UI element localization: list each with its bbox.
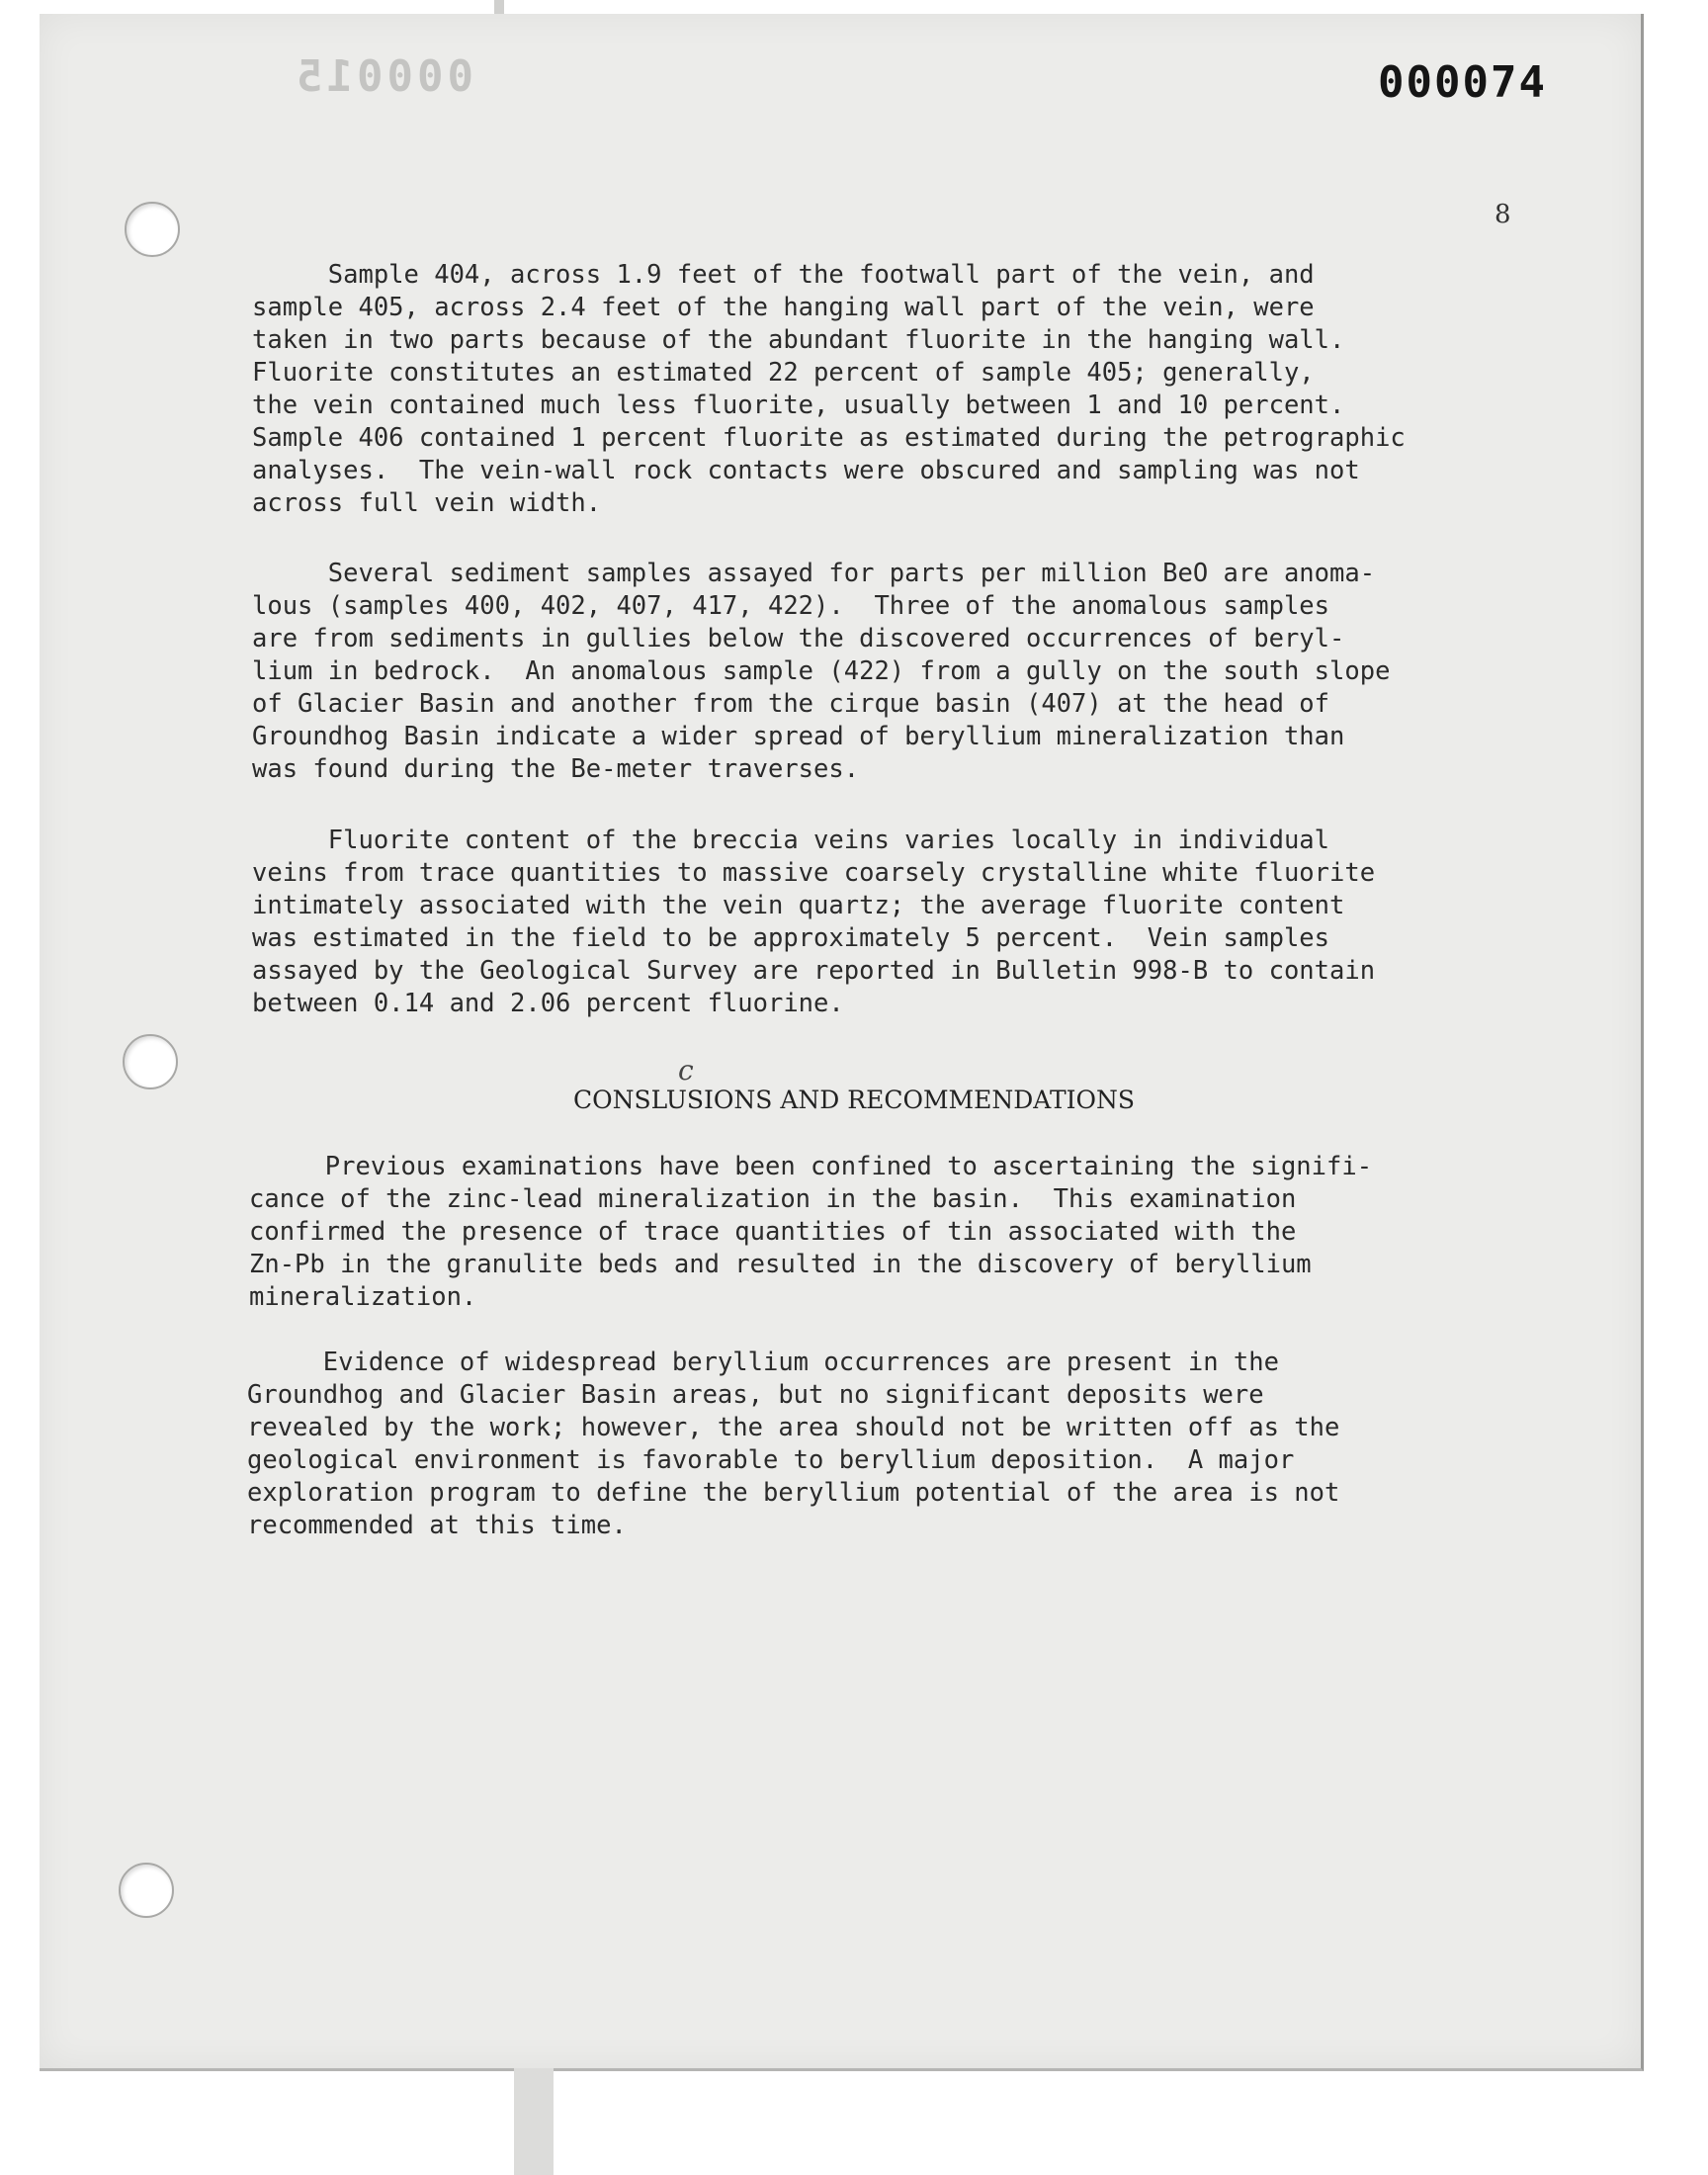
handwritten-correction-mark: c (678, 1054, 694, 1087)
scan-artifact-top (494, 0, 504, 14)
punch-hole-bottom (119, 1863, 174, 1918)
scan-artifact-bottom (514, 2068, 554, 2175)
section-heading-conclusions: CONSLUSIONS AND RECOMMENDATIONS (572, 1086, 1136, 1114)
paragraph-sediment-samples: Several sediment samples assayed for parts per million BeO are anoma- lous (samples 400, 402, 407, 417, 422). Three of the anomalous samples are from sediments in gullies below the discovered occurrences of beryl- lium in bedrock. An anomalous sample (422) from a gully on the south slope of Glacier Basin and another from the cirque basin (407) at the head of Groundhog Basin indicate a wider spread of beryllium mineralization than was found during the Be-meter traverses. (252, 559, 1391, 784)
punch-hole-top (125, 202, 180, 257)
paragraph-evidence-beryllium: Evidence of widespread beryllium occurrences are present in the Groundhog and Glacier Basin areas, but no significant deposits were revealed by the work; however, the area should not be written off as the geological environment is favorable to beryllium deposition. A major exploration program to define the beryllium potential of the area is not recommended at this time. (247, 1348, 1340, 1540)
punch-hole-middle (123, 1034, 178, 1089)
paragraph-fluorite-content: Fluorite content of the breccia veins varies locally in individual veins from trace quantities to massive coarsely crystalline white fluorite intimately associated with the vein quartz; the average fluorite content was estimated in the field to be approximately 5 percent. Vein samples assayed by the Geological Survey are reported in Bulletin 998-B to contain between 0.14 and 2.06 percent fluorine. (252, 826, 1376, 1018)
paragraph-samples-404-405: Sample 404, across 1.9 feet of the footwall part of the vein, and sample 405, across 2.4 feet of the hanging wall part of the vein, were taken in two parts because of the abundant fluorite in the hanging wall. Fluorite constitutes an estimated 22 percent of sample 405; generally, the vein contained much less fluorite, usually between 1 and 10 percent. Sample 406 contained 1 percent fluorite as estimated during the petrographic analyses. The vein-wall rock contacts were obscured and sampling was not across full vein width. (252, 260, 1406, 518)
page-number: 8 (1494, 200, 1511, 229)
paragraph-previous-examinations: Previous examinations have been confined to ascertaining the signifi- cance of the zinc-lead mineralization in the basin. This examination confirmed the presence of trace quantities of tin associated with the Zn-Pb in the granulite beds and resulted in the discovery of beryllium mineralization. (249, 1152, 1373, 1312)
document-stamp-number: 000074 (1378, 57, 1547, 108)
mirrored-stamp-number: 000015 (293, 51, 473, 102)
